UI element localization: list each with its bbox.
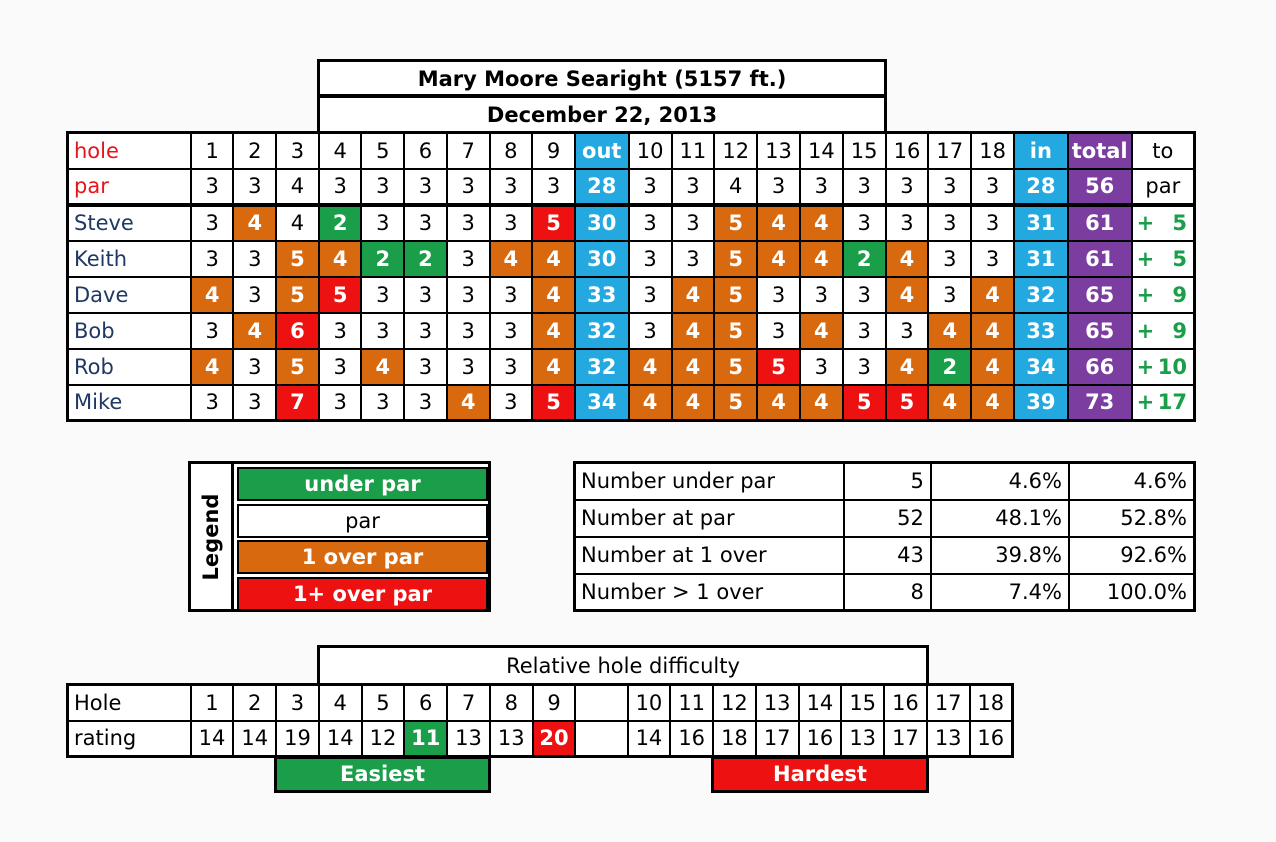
hole-score: 3 (447, 205, 490, 241)
hole-score: 4 (971, 277, 1014, 313)
hole-score: 2 (928, 349, 971, 385)
hole-score: 3 (233, 349, 276, 385)
hole-score: 3 (404, 313, 447, 349)
player-name: Dave (68, 277, 191, 313)
scorecard-table (66, 131, 1196, 422)
hole-score: 3 (447, 241, 490, 277)
player-row (68, 241, 1195, 277)
par-value: 3 (757, 169, 800, 205)
to-par-sign: + (1136, 318, 1155, 343)
difficulty-spacer (575, 685, 627, 721)
hole-score: 3 (629, 241, 672, 277)
hole-score: 3 (319, 385, 362, 421)
stats-count: 43 (844, 537, 931, 574)
hole-number: 17 (928, 133, 971, 169)
hole-score: 4 (276, 205, 319, 241)
stats-label: Number at par (575, 500, 844, 537)
par-value: 3 (191, 169, 234, 205)
difficulty-hole-row (68, 685, 1013, 721)
hole-score: 4 (886, 349, 929, 385)
difficulty-hole-number: 12 (713, 685, 756, 721)
player-to-par (1132, 385, 1195, 421)
stats-percent: 4.6% (931, 463, 1069, 500)
stats-row (575, 463, 1195, 500)
difficulty-hole-number: 11 (670, 685, 713, 721)
difficulty-hole-number: 3 (276, 685, 319, 721)
hole-score: 5 (276, 277, 319, 313)
hole-score: 3 (191, 313, 234, 349)
par-row (68, 169, 1195, 205)
hole-score: 3 (233, 241, 276, 277)
stats-count: 5 (844, 463, 931, 500)
to-par-value: 17 (1157, 390, 1187, 415)
hole-score: 3 (800, 277, 843, 313)
par-value: 3 (490, 169, 533, 205)
hole-score: 3 (319, 313, 362, 349)
player-in: 33 (1014, 313, 1068, 349)
hole-score: 3 (490, 205, 533, 241)
hole-score: 3 (843, 349, 886, 385)
hole-number: 2 (233, 133, 276, 169)
hole-score: 3 (757, 277, 800, 313)
hole-score: 4 (971, 313, 1014, 349)
hole-score: 3 (319, 349, 362, 385)
difficulty-hole-number: 18 (970, 685, 1013, 721)
player-to-par (1132, 241, 1195, 277)
player-out: 30 (575, 241, 629, 277)
hole-score: 4 (672, 313, 715, 349)
difficulty-rating-label: rating (68, 721, 191, 757)
to-par-value: 5 (1172, 246, 1187, 271)
difficulty-hole-number: 7 (447, 685, 490, 721)
hole-score: 3 (928, 241, 971, 277)
player-name: Keith (68, 241, 191, 277)
difficulty-rating: 17 (884, 721, 927, 757)
hole-number: 14 (800, 133, 843, 169)
hole-score: 2 (404, 241, 447, 277)
hole-score: 3 (886, 205, 929, 241)
to-par-sign: + (1136, 354, 1155, 379)
hole-score: 3 (843, 313, 886, 349)
stats-cumulative: 4.6% (1069, 463, 1195, 500)
hole-score: 3 (361, 277, 404, 313)
hole-score: 3 (843, 205, 886, 241)
hole-score: 4 (928, 385, 971, 421)
hole-score: 5 (276, 241, 319, 277)
player-total: 73 (1068, 385, 1132, 421)
score-distribution-table (573, 461, 1196, 612)
hole-number: 12 (714, 133, 757, 169)
hole-score: 4 (532, 277, 575, 313)
hole-score: 5 (843, 385, 886, 421)
hole-number: 3 (276, 133, 319, 169)
par-value: 3 (361, 169, 404, 205)
player-name: Bob (68, 313, 191, 349)
difficulty-hole-number: 1 (191, 685, 234, 721)
hole-score: 4 (971, 385, 1014, 421)
hole-score: 2 (843, 241, 886, 277)
hole-score: 4 (490, 241, 533, 277)
hole-score: 3 (191, 205, 234, 241)
hole-score: 3 (490, 385, 533, 421)
hole-score: 5 (532, 385, 575, 421)
hole-score: 4 (800, 205, 843, 241)
difficulty-rating: 14 (233, 721, 276, 757)
par-value: 3 (319, 169, 362, 205)
hole-number: 15 (843, 133, 886, 169)
player-row (68, 385, 1195, 421)
stats-cumulative: 52.8% (1069, 500, 1195, 537)
hole-score: 4 (319, 241, 362, 277)
hole-score: 5 (532, 205, 575, 241)
hole-score: 4 (532, 241, 575, 277)
stats-label: Number under par (575, 463, 844, 500)
hole-score: 3 (928, 205, 971, 241)
difficulty-hole-number: 5 (362, 685, 405, 721)
difficulty-hole-number: 6 (404, 685, 447, 721)
player-total: 66 (1068, 349, 1132, 385)
difficulty-rating: 13 (490, 721, 533, 757)
difficulty-spacer (575, 721, 627, 757)
hole-score: 4 (757, 385, 800, 421)
player-total: 61 (1068, 241, 1132, 277)
to-par-sign: + (1136, 282, 1155, 307)
stats-percent: 7.4% (931, 574, 1069, 611)
stats-row (575, 537, 1195, 574)
hole-score: 4 (629, 385, 672, 421)
to-par-sign: + (1136, 390, 1155, 415)
difficulty-rating: 19 (276, 721, 319, 757)
stats-row (575, 574, 1195, 611)
hardest-tag: Hardest (711, 756, 929, 793)
hole-score: 5 (757, 349, 800, 385)
hole-number: 1 (191, 133, 234, 169)
hole-score: 4 (447, 385, 490, 421)
par-value: 4 (714, 169, 757, 205)
player-name: Mike (68, 385, 191, 421)
to-par-value: 9 (1172, 318, 1187, 343)
to-par-value: 9 (1172, 282, 1187, 307)
par-total: 56 (1068, 169, 1132, 205)
to-par-value: 10 (1157, 354, 1187, 379)
hole-score: 3 (490, 277, 533, 313)
difficulty-hole-number: 2 (233, 685, 276, 721)
par-value: 3 (447, 169, 490, 205)
difficulty-rating: 16 (970, 721, 1013, 757)
hole-score: 3 (757, 313, 800, 349)
stats-label: Number > 1 over (575, 574, 844, 611)
hole-score: 4 (672, 385, 715, 421)
hole-score: 5 (886, 385, 929, 421)
hole-score: 4 (191, 349, 234, 385)
player-row (68, 349, 1195, 385)
hole-score: 3 (404, 205, 447, 241)
difficulty-hole-number: 4 (319, 685, 362, 721)
hole-score: 6 (276, 313, 319, 349)
hole-score: 4 (757, 205, 800, 241)
hole-score: 2 (319, 205, 362, 241)
par-value: 3 (971, 169, 1014, 205)
stats-percent: 48.1% (931, 500, 1069, 537)
hole-score: 4 (800, 313, 843, 349)
difficulty-rating: 14 (319, 721, 362, 757)
player-total: 65 (1068, 313, 1132, 349)
player-in: 31 (1014, 241, 1068, 277)
difficulty-rating: 14 (191, 721, 234, 757)
hole-score: 5 (319, 277, 362, 313)
hole-score: 3 (629, 313, 672, 349)
hole-score: 4 (532, 313, 575, 349)
par-label: par (68, 169, 191, 205)
hole-score: 4 (757, 241, 800, 277)
hole-score: 4 (672, 349, 715, 385)
player-in: 32 (1014, 277, 1068, 313)
hole-score: 3 (672, 205, 715, 241)
hole-score: 3 (928, 277, 971, 313)
player-to-par (1132, 349, 1195, 385)
par-in: 28 (1014, 169, 1068, 205)
stats-count: 52 (844, 500, 931, 537)
hole-score: 3 (404, 385, 447, 421)
par-value: 3 (928, 169, 971, 205)
hole-score: 5 (714, 385, 757, 421)
hole-score: 3 (886, 313, 929, 349)
hole-number: 9 (532, 133, 575, 169)
hole-score: 3 (490, 349, 533, 385)
difficulty-hole-number: 9 (533, 685, 576, 721)
hole-score: 4 (361, 349, 404, 385)
player-total: 61 (1068, 205, 1132, 241)
player-row (68, 205, 1195, 241)
hole-score: 5 (714, 349, 757, 385)
to-par-sign: + (1136, 246, 1155, 271)
hole-score: 4 (629, 349, 672, 385)
difficulty-rating: 11 (404, 721, 447, 757)
hole-number: 18 (971, 133, 1014, 169)
hole-score: 4 (800, 385, 843, 421)
player-to-par (1132, 313, 1195, 349)
stats-row (575, 500, 1195, 537)
hole-score: 3 (843, 277, 886, 313)
hole-score: 3 (447, 313, 490, 349)
hole-score: 4 (886, 277, 929, 313)
player-in: 39 (1014, 385, 1068, 421)
stats-label: Number at 1 over (575, 537, 844, 574)
hole-score: 3 (800, 349, 843, 385)
hole-score: 3 (447, 277, 490, 313)
hole-score: 3 (971, 241, 1014, 277)
par-value: 3 (800, 169, 843, 205)
player-out: 34 (575, 385, 629, 421)
hole-score: 3 (629, 205, 672, 241)
player-out: 30 (575, 205, 629, 241)
hole-score: 3 (191, 241, 234, 277)
hole-score: 2 (361, 241, 404, 277)
hole-score: 3 (361, 205, 404, 241)
par-value: 3 (532, 169, 575, 205)
hole-score: 5 (276, 349, 319, 385)
difficulty-title: Relative hole difficulty (317, 645, 929, 685)
hole-number: 7 (447, 133, 490, 169)
par-value: 4 (276, 169, 319, 205)
hole-score: 5 (714, 205, 757, 241)
out-header: out (575, 133, 629, 169)
difficulty-rating: 20 (533, 721, 576, 757)
player-to-par (1132, 205, 1195, 241)
par-value: 3 (886, 169, 929, 205)
hole-score: 5 (714, 313, 757, 349)
to-par-sign: + (1136, 211, 1155, 235)
par-value: 3 (404, 169, 447, 205)
course-title: Mary Moore Searight (5157 ft.) (317, 59, 887, 97)
difficulty-rating: 16 (670, 721, 713, 757)
difficulty-rating: 13 (927, 721, 970, 757)
difficulty-rating: 13 (447, 721, 490, 757)
easiest-tag: Easiest (274, 756, 491, 793)
difficulty-rating: 12 (362, 721, 405, 757)
legend-item: par (237, 504, 488, 538)
hole-number: 16 (886, 133, 929, 169)
par-value: 3 (672, 169, 715, 205)
hole-score: 3 (971, 205, 1014, 241)
hole-number-row (68, 133, 1195, 169)
difficulty-hole-number: 14 (799, 685, 842, 721)
hole-score: 5 (714, 277, 757, 313)
hole-score: 3 (672, 241, 715, 277)
hole-number: 6 (404, 133, 447, 169)
difficulty-rating: 18 (713, 721, 756, 757)
legend (188, 461, 491, 612)
par-out: 28 (575, 169, 629, 205)
stats-percent: 39.8% (931, 537, 1069, 574)
player-total: 65 (1068, 277, 1132, 313)
in-header: in (1014, 133, 1068, 169)
player-in: 31 (1014, 205, 1068, 241)
hole-score: 3 (191, 385, 234, 421)
player-row (68, 277, 1195, 313)
legend-title: Legend (191, 464, 234, 609)
round-date: December 22, 2013 (317, 95, 887, 133)
stats-cumulative: 100.0% (1069, 574, 1195, 611)
player-name: Rob (68, 349, 191, 385)
hole-score: 4 (191, 277, 234, 313)
hole-score: 3 (490, 313, 533, 349)
difficulty-hole-number: 10 (628, 685, 671, 721)
player-name: Steve (68, 205, 191, 241)
hole-score: 3 (447, 349, 490, 385)
to-par-header-top: to (1132, 133, 1195, 169)
difficulty-hole-number: 16 (884, 685, 927, 721)
difficulty-hole-number: 13 (756, 685, 799, 721)
hole-score: 4 (971, 349, 1014, 385)
difficulty-rating: 13 (841, 721, 884, 757)
hole-label: hole (68, 133, 191, 169)
legend-item: 1 over par (237, 540, 488, 574)
par-value: 3 (629, 169, 672, 205)
par-value: 3 (843, 169, 886, 205)
par-value: 3 (233, 169, 276, 205)
hole-score: 4 (532, 349, 575, 385)
hole-number: 4 (319, 133, 362, 169)
difficulty-rating: 14 (628, 721, 671, 757)
difficulty-table (66, 683, 1014, 758)
hole-score: 4 (800, 241, 843, 277)
hole-number: 5 (361, 133, 404, 169)
hole-number: 11 (672, 133, 715, 169)
hole-number: 10 (629, 133, 672, 169)
hole-score: 4 (928, 313, 971, 349)
hole-score: 3 (233, 385, 276, 421)
hole-score: 4 (233, 313, 276, 349)
legend-item: 1+ over par (237, 577, 488, 611)
to-par-value: 5 (1172, 211, 1187, 235)
player-row (68, 313, 1195, 349)
to-par-header-bottom: par (1132, 169, 1195, 205)
hole-score: 3 (629, 277, 672, 313)
hole-score: 3 (404, 277, 447, 313)
hole-score: 4 (672, 277, 715, 313)
difficulty-hole-label: Hole (68, 685, 191, 721)
hole-score: 3 (361, 313, 404, 349)
hole-number: 13 (757, 133, 800, 169)
player-in: 34 (1014, 349, 1068, 385)
difficulty-hole-number: 8 (490, 685, 533, 721)
total-header: total (1068, 133, 1132, 169)
difficulty-hole-number: 17 (927, 685, 970, 721)
difficulty-hole-number: 15 (841, 685, 884, 721)
legend-item: under par (237, 467, 488, 501)
player-out: 32 (575, 313, 629, 349)
stats-cumulative: 92.6% (1069, 537, 1195, 574)
hole-number: 8 (490, 133, 533, 169)
hole-score: 4 (233, 205, 276, 241)
hole-score: 7 (276, 385, 319, 421)
hole-score: 3 (404, 349, 447, 385)
hole-score: 3 (233, 277, 276, 313)
player-out: 32 (575, 349, 629, 385)
player-out: 33 (575, 277, 629, 313)
difficulty-rating: 17 (756, 721, 799, 757)
difficulty-rating: 16 (799, 721, 842, 757)
stats-count: 8 (844, 574, 931, 611)
player-to-par (1132, 277, 1195, 313)
hole-score: 4 (886, 241, 929, 277)
hole-score: 5 (714, 241, 757, 277)
difficulty-rating-row (68, 721, 1013, 757)
hole-score: 3 (361, 385, 404, 421)
